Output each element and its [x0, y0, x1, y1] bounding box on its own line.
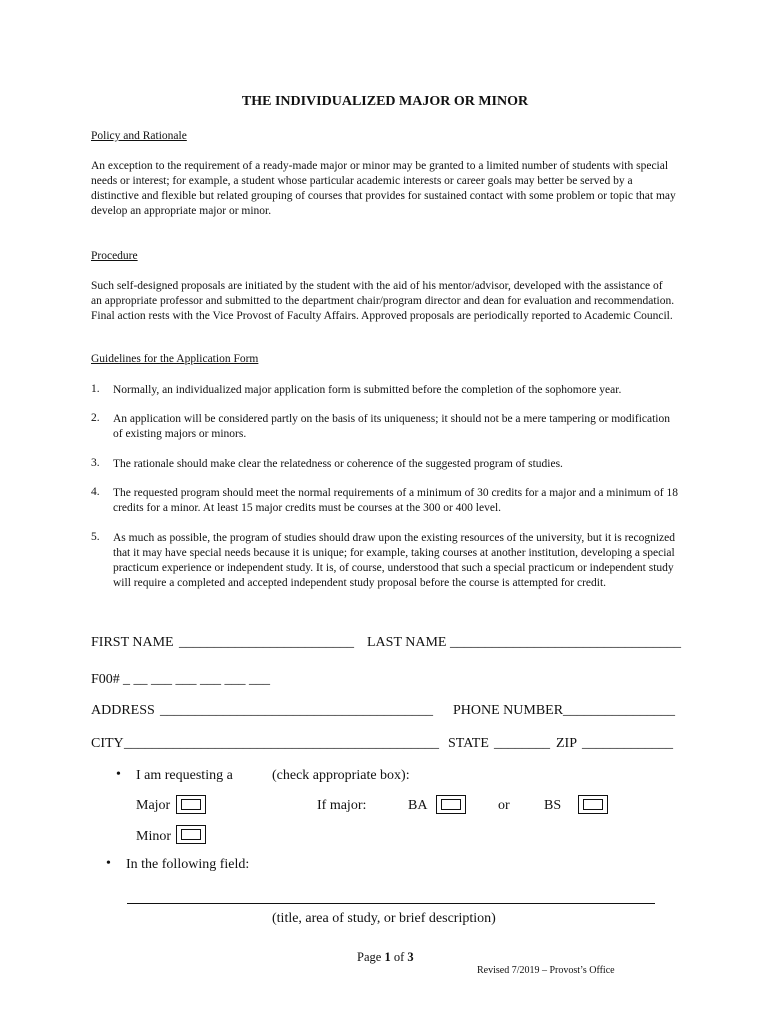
procedure-heading: Procedure: [91, 250, 138, 262]
guideline-number: 2.: [91, 412, 100, 424]
policy-text: An exception to the requirement of a ready-made major or minor may be granted to a limited number of students with special needs or interest; for example, a student whose particular academic interests or career goals may better be served by a distinctive and flexible but related grouping of courses that provides for sustained contact with some problem or topic that may develop an appropriate major or minor.: [91, 160, 676, 217]
minor-checkbox[interactable]: [176, 825, 206, 844]
last-name-label: LAST NAME: [367, 635, 447, 650]
guideline-item: Normally, an individualized major application form is submitted before the completion of the sophomore year.: [113, 384, 622, 396]
guideline-item: An application will be considered partly on the basis of its uniqueness; it should not be a mere tampering or modification of existing majors or minors.: [113, 413, 670, 440]
field-of-study-caption: (title, area of study, or brief description): [272, 911, 496, 926]
address-label: ADDRESS: [91, 703, 155, 718]
address-field[interactable]: _______________________________________: [160, 703, 433, 718]
or-label: or: [498, 798, 510, 813]
field-of-study-input[interactable]: [127, 903, 655, 904]
page-current: 1: [384, 950, 391, 964]
state-field[interactable]: ________: [494, 736, 550, 751]
if-major-label: If major:: [317, 798, 367, 813]
guidelines-heading: Guidelines for the Application Form: [91, 353, 259, 365]
last-name-field[interactable]: _________________________________: [450, 635, 681, 650]
guideline-item: The rationale should make clear the relatedness or coherence of the suggested program of studies.: [113, 458, 563, 470]
first-name-label: FIRST NAME: [91, 635, 174, 650]
guideline-item: The requested program should meet the normal requirements of a minimum of 30 credits for a major and a minimum of 18 credits for a minor. At least 15 major credits must be courses at the 300 or 400 level.: [113, 487, 678, 514]
guideline-item: As much as possible, the program of studies should draw upon the existing resources of the university, but it is recognized that it may have special needs because it is unique; for example, taking courses at another institution, developing a special practicum experience or independent study. It is, of course, understood that such a special practicum or independent study will require a completed and accepted independent study proposal before the course is attempted for credit.: [113, 532, 676, 589]
first-name-field[interactable]: _________________________: [179, 635, 354, 650]
request-hint: (check appropriate box):: [272, 768, 410, 783]
request-label: I am requesting a: [136, 768, 233, 783]
major-checkbox[interactable]: [176, 795, 206, 814]
city-field[interactable]: _____________________________________________: [124, 736, 439, 751]
major-label: Major: [136, 798, 171, 813]
zip-label: ZIP: [556, 736, 577, 751]
guideline-number: 1.: [91, 383, 100, 395]
f00-label: F00#: [91, 672, 120, 687]
city-label: CITY: [91, 736, 124, 751]
page-number: [357, 950, 414, 965]
guideline-number: 4.: [91, 486, 100, 498]
zip-field[interactable]: _____________: [582, 736, 673, 751]
bs-label: BS: [544, 798, 562, 813]
bullet-icon: •: [106, 856, 111, 871]
page-of: of: [393, 950, 405, 964]
guideline-number: 3.: [91, 457, 100, 469]
revision-note: Revised 7/2019 – Provost’s Office: [477, 965, 615, 976]
field-of-study-label: In the following field:: [126, 857, 250, 872]
bs-checkbox[interactable]: [578, 795, 608, 814]
procedure-text: Such self-designed proposals are initiated by the student with the aid of his mentor/advisor, developed with the assistance of an appropriate professor and submitted to the department chair/program director and dean for evaluation and recommendation. Final action rests with the Vice Provost of Faculty Affairs. Approved proposals are periodically reported to Academic Council.: [91, 280, 675, 322]
phone-label: PHONE NUMBER: [453, 703, 564, 718]
phone-field[interactable]: ________________: [563, 703, 675, 718]
bullet-icon: •: [116, 767, 121, 782]
minor-label: Minor: [136, 829, 171, 844]
ba-label: BA: [408, 798, 428, 813]
page-prefix: Page: [357, 950, 382, 964]
policy-heading: Policy and Rationale: [91, 130, 187, 142]
page-total: 3: [407, 950, 414, 964]
ba-checkbox[interactable]: [436, 795, 466, 814]
f00-field[interactable]: _ __ ___ ___ ___ ___ ___: [123, 672, 270, 687]
state-label: STATE: [448, 736, 489, 751]
page-title: THE INDIVIDUALIZED MAJOR OR MINOR: [241, 94, 529, 109]
guideline-number: 5.: [91, 531, 100, 543]
